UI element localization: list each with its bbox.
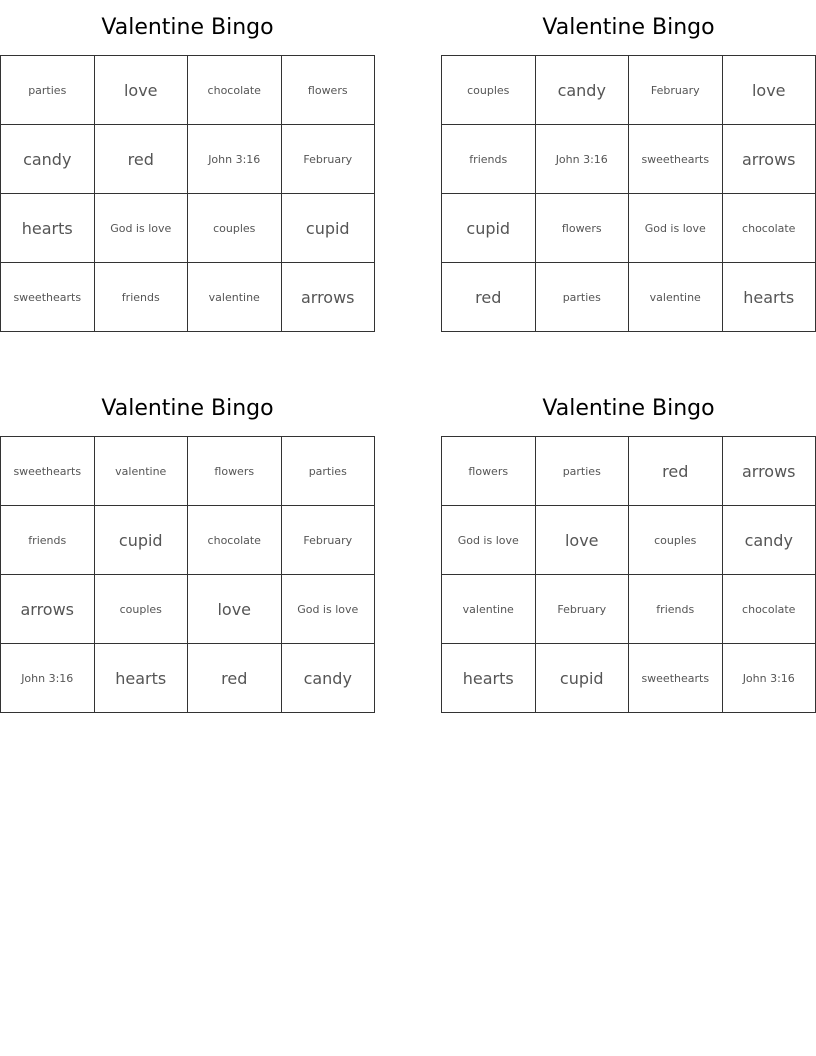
- card-title: Valentine Bingo: [542, 396, 715, 421]
- bingo-cell: cupid: [535, 644, 629, 713]
- bingo-card-2: [441, 0, 816, 332]
- grid-row: [1, 506, 375, 575]
- bingo-cell: parties: [281, 437, 375, 506]
- bingo-cell: cupid: [442, 194, 536, 263]
- grid-row: [442, 56, 816, 125]
- bingo-cell: hearts: [1, 194, 95, 263]
- bingo-grid: [441, 55, 816, 332]
- bingo-cell: hearts: [722, 263, 816, 332]
- bingo-cell: candy: [535, 56, 629, 125]
- bingo-cell: couples: [629, 506, 723, 575]
- bingo-cell: flowers: [188, 437, 282, 506]
- bingo-cell: God is love: [629, 194, 723, 263]
- bingo-cell: February: [629, 56, 723, 125]
- bingo-cell: friends: [1, 506, 95, 575]
- bingo-cell: couples: [94, 575, 188, 644]
- bingo-cell: friends: [442, 125, 536, 194]
- bingo-cell: love: [188, 575, 282, 644]
- grid-row: [442, 644, 816, 713]
- grid-row: [442, 125, 816, 194]
- bingo-cell: arrows: [722, 125, 816, 194]
- bingo-cell: chocolate: [722, 575, 816, 644]
- bingo-cell: chocolate: [188, 56, 282, 125]
- bingo-cell: valentine: [629, 263, 723, 332]
- card-title: Valentine Bingo: [101, 396, 274, 421]
- bingo-cell: flowers: [442, 437, 536, 506]
- grid-row: [442, 575, 816, 644]
- bingo-cell: parties: [1, 56, 95, 125]
- grid-row: [1, 194, 375, 263]
- grid-row: [1, 125, 375, 194]
- grid-row: [442, 437, 816, 506]
- bingo-cell: John 3:16: [722, 644, 816, 713]
- bingo-cell: hearts: [442, 644, 536, 713]
- bingo-cell: flowers: [281, 56, 375, 125]
- bingo-cell: arrows: [281, 263, 375, 332]
- bingo-cell: sweethearts: [1, 263, 95, 332]
- bingo-cell: red: [94, 125, 188, 194]
- bingo-cell: love: [94, 56, 188, 125]
- bingo-cell: parties: [535, 263, 629, 332]
- bingo-cell: flowers: [535, 194, 629, 263]
- grid-row: [442, 506, 816, 575]
- grid-row: [1, 263, 375, 332]
- card-title: Valentine Bingo: [101, 15, 274, 40]
- bingo-cell: cupid: [281, 194, 375, 263]
- bingo-cell: hearts: [94, 644, 188, 713]
- bingo-cell: friends: [94, 263, 188, 332]
- bingo-cell: love: [722, 56, 816, 125]
- card-title: Valentine Bingo: [542, 15, 715, 40]
- bingo-cell: friends: [629, 575, 723, 644]
- bingo-cell: valentine: [442, 575, 536, 644]
- grid-row: [1, 644, 375, 713]
- bingo-cell: couples: [442, 56, 536, 125]
- bingo-cell: candy: [1, 125, 95, 194]
- bingo-cell: God is love: [94, 194, 188, 263]
- bingo-cell: valentine: [188, 263, 282, 332]
- bingo-cell: candy: [281, 644, 375, 713]
- bingo-cell: couples: [188, 194, 282, 263]
- bingo-cell: chocolate: [722, 194, 816, 263]
- bingo-cell: sweethearts: [629, 125, 723, 194]
- bingo-cell: red: [442, 263, 536, 332]
- bingo-cell: arrows: [1, 575, 95, 644]
- bingo-cell: February: [281, 125, 375, 194]
- bingo-cell: God is love: [281, 575, 375, 644]
- bingo-card-4: [441, 381, 816, 713]
- bingo-cell: red: [629, 437, 723, 506]
- bingo-cell: sweethearts: [629, 644, 723, 713]
- bingo-card-3: [0, 381, 375, 713]
- bingo-cell: red: [188, 644, 282, 713]
- bingo-grid: [441, 436, 816, 713]
- bingo-cell: John 3:16: [1, 644, 95, 713]
- bingo-cell: God is love: [442, 506, 536, 575]
- bingo-cell: February: [281, 506, 375, 575]
- bingo-card-1: [0, 0, 375, 332]
- bingo-cell: arrows: [722, 437, 816, 506]
- grid-row: [1, 575, 375, 644]
- bingo-cell: love: [535, 506, 629, 575]
- bingo-cell: sweethearts: [1, 437, 95, 506]
- grid-row: [1, 56, 375, 125]
- grid-row: [442, 194, 816, 263]
- bingo-cell: cupid: [94, 506, 188, 575]
- bingo-cell: chocolate: [188, 506, 282, 575]
- bingo-cell: valentine: [94, 437, 188, 506]
- bingo-cell: February: [535, 575, 629, 644]
- bingo-cell: John 3:16: [188, 125, 282, 194]
- grid-row: [442, 263, 816, 332]
- bingo-cell: candy: [722, 506, 816, 575]
- grid-row: [1, 437, 375, 506]
- bingo-cell: parties: [535, 437, 629, 506]
- bingo-cell: John 3:16: [535, 125, 629, 194]
- bingo-grid: [0, 436, 375, 713]
- bingo-grid: [0, 55, 375, 332]
